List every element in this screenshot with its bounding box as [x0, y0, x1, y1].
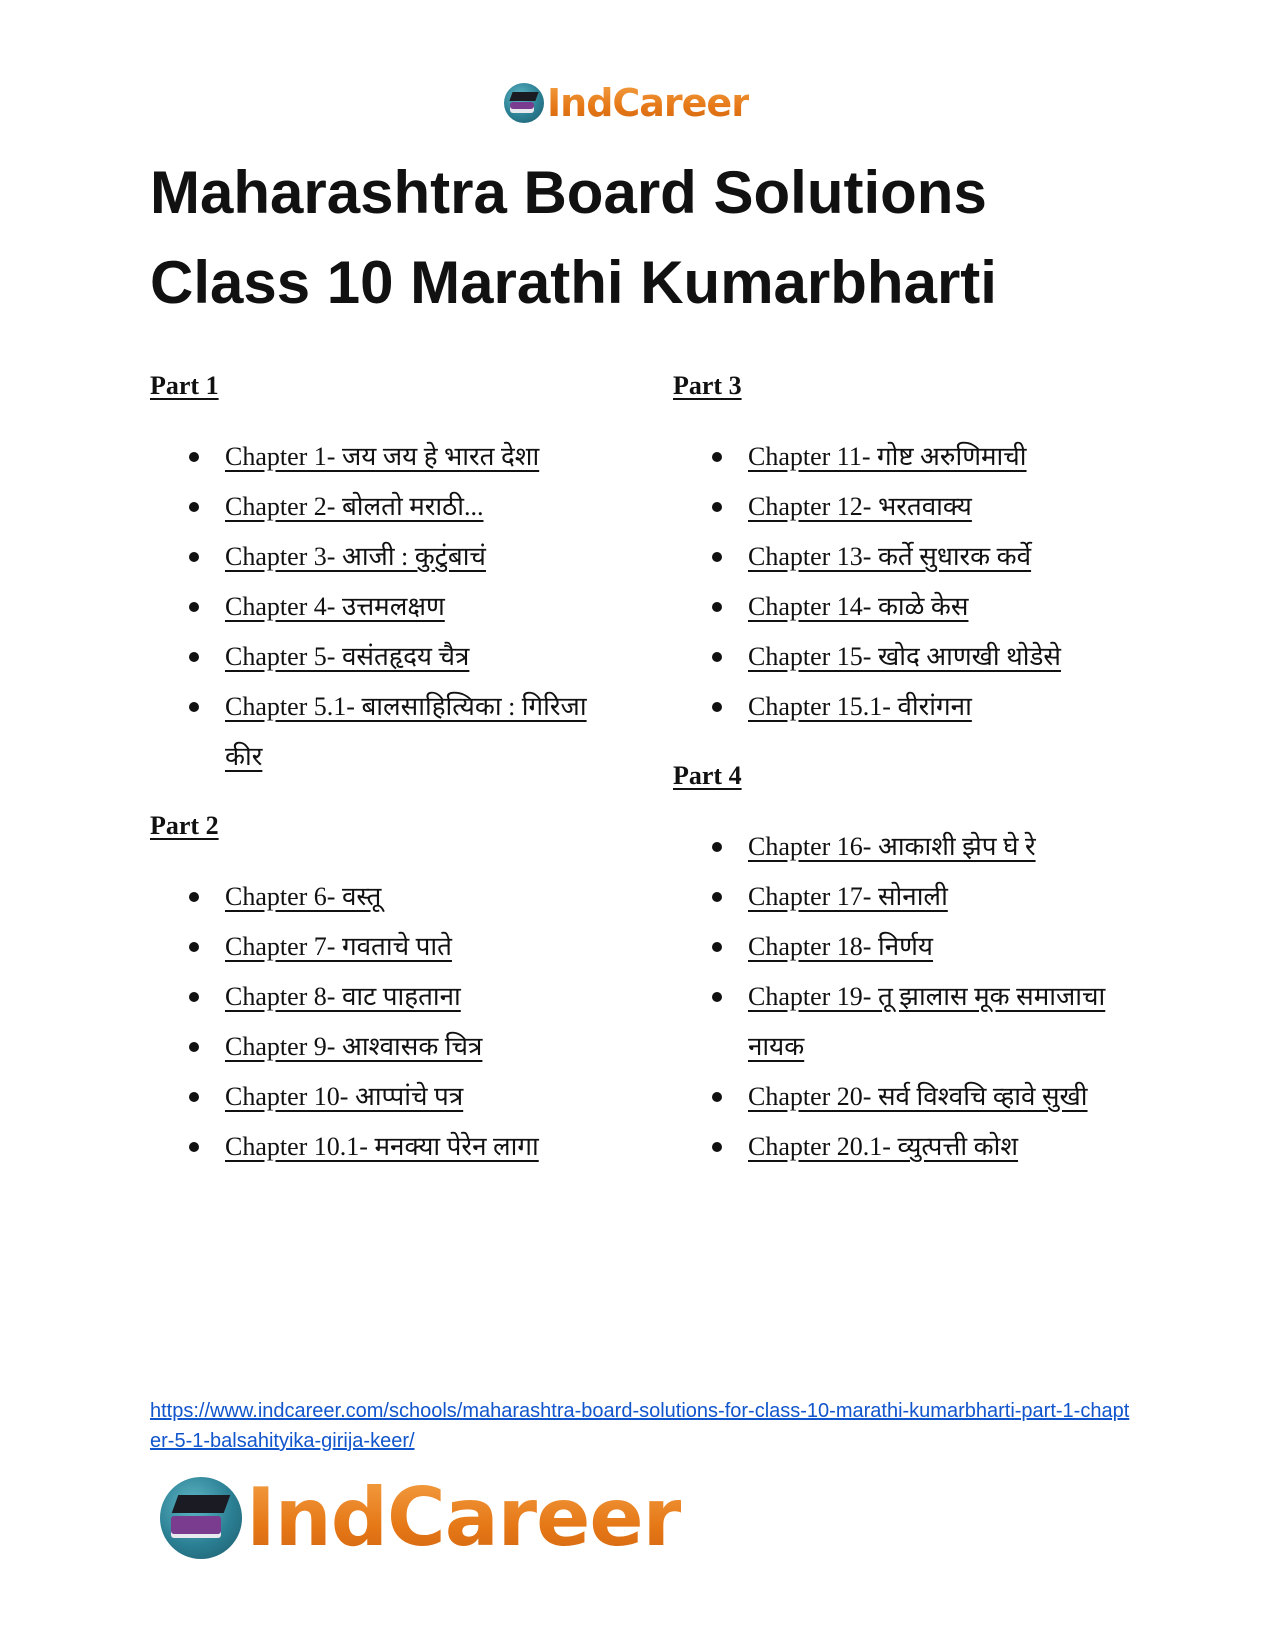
chapter-link[interactable]: Chapter 20- सर्व विश्वचि व्हावे सुखी: [748, 1082, 1088, 1111]
list-item: [150, 922, 620, 972]
chapter-link[interactable]: Chapter 13- कर्ते सुधारक कर्वे: [748, 542, 1032, 571]
page-title-line-1: Maharashtra Board Solutions: [150, 159, 987, 226]
chapter-list: [673, 822, 1143, 1172]
chapter-link[interactable]: Chapter 20.1- व्युत्पत्ती कोश: [748, 1132, 1019, 1161]
list-item: [673, 532, 1143, 582]
list-item: [150, 1022, 620, 1072]
part-heading: Part 3: [673, 371, 742, 400]
list-item: [150, 1072, 620, 1122]
chapter-link[interactable]: Chapter 8- वाट पाहताना: [225, 982, 461, 1011]
part-heading: Part 1: [150, 371, 219, 400]
header-logo[interactable]: [504, 80, 749, 126]
list-item: [673, 632, 1143, 682]
graduation-book-icon: [504, 83, 544, 123]
chapter-link[interactable]: Chapter 15- खोद आणखी थोडेसे: [748, 642, 1061, 671]
chapter-link[interactable]: Chapter 3- आजी : कुटुंबाचं: [225, 542, 486, 571]
chapter-list: [150, 872, 620, 1172]
footer-logo[interactable]: [160, 1470, 681, 1566]
chapter-link[interactable]: Chapter 17- सोनाली: [748, 882, 948, 911]
list-item: [673, 822, 1143, 872]
chapter-link[interactable]: Chapter 15.1- वीरांगना: [748, 692, 972, 721]
part-heading: Part 2: [150, 811, 219, 840]
chapter-link[interactable]: Chapter 19- तू झालास मूक समाजाचा नायक: [748, 982, 1106, 1061]
chapter-link[interactable]: Chapter 5.1- बालसाहित्यिका : गिरिजा कीर: [225, 692, 587, 771]
list-item: [150, 582, 620, 632]
list-item: [673, 682, 1143, 732]
part-heading: Part 4: [673, 761, 742, 790]
chapter-link[interactable]: Chapter 6- वस्तू: [225, 882, 382, 911]
list-item: [150, 532, 620, 582]
list-item: [673, 582, 1143, 632]
right-column: [673, 368, 1143, 1198]
chapter-link[interactable]: Chapter 12- भरतवाक्य: [748, 492, 972, 521]
chapter-link[interactable]: Chapter 11- गोष्ट अरुणिमाची: [748, 442, 1027, 471]
chapter-link[interactable]: Chapter 14- काळे केस: [748, 592, 969, 621]
left-column: [150, 368, 620, 1198]
list-item: [673, 1122, 1143, 1172]
list-item: [673, 872, 1143, 922]
page-title: [150, 148, 1150, 328]
chapter-link[interactable]: Chapter 5- वसंतहृदय चैत्र: [225, 642, 470, 671]
source-url-link[interactable]: https://www.indcareer.com/schools/maharashtra-board-solutions-for-class-10-marathi-kumarbharti-part-1-chapter-5-1-balsahityika-girija-keer/: [150, 1400, 1130, 1452]
chapter-link[interactable]: Chapter 10- आप्पांचे पत्र: [225, 1082, 464, 1111]
chapter-link[interactable]: Chapter 16- आकाशी झेप घे रे: [748, 832, 1036, 861]
list-item: [150, 1122, 620, 1172]
page-title-line-2: Class 10 Marathi Kumarbharti: [150, 249, 997, 316]
chapter-link[interactable]: Chapter 1- जय जय हे भारत देशा: [225, 442, 540, 471]
brand-name: IndCareer: [246, 1471, 682, 1564]
list-item: [673, 922, 1143, 972]
list-item: [150, 432, 620, 482]
list-item: [150, 872, 620, 922]
chapter-list: [150, 432, 620, 782]
chapter-link[interactable]: Chapter 7- गवताचे पाते: [225, 932, 452, 961]
list-item: [673, 432, 1143, 482]
chapter-link[interactable]: Chapter 4- उत्तमलक्षण: [225, 592, 445, 621]
list-item: [673, 1072, 1143, 1122]
list-item: [673, 482, 1143, 532]
chapter-list: [673, 432, 1143, 732]
chapter-link[interactable]: Chapter 9- आश्वासक चित्र: [225, 1032, 483, 1061]
list-item: [150, 682, 620, 782]
chapter-link[interactable]: Chapter 10.1- मनक्या पेरेन लागा: [225, 1132, 539, 1161]
chapter-link[interactable]: Chapter 18- निर्णय: [748, 932, 934, 961]
graduation-book-icon: [160, 1477, 242, 1559]
list-item: [150, 632, 620, 682]
chapter-link[interactable]: Chapter 2- बोलतो मराठी...: [225, 492, 484, 521]
list-item: [150, 972, 620, 1022]
brand-name: IndCareer: [547, 81, 749, 125]
list-item: [673, 972, 1143, 1072]
list-item: [150, 482, 620, 532]
